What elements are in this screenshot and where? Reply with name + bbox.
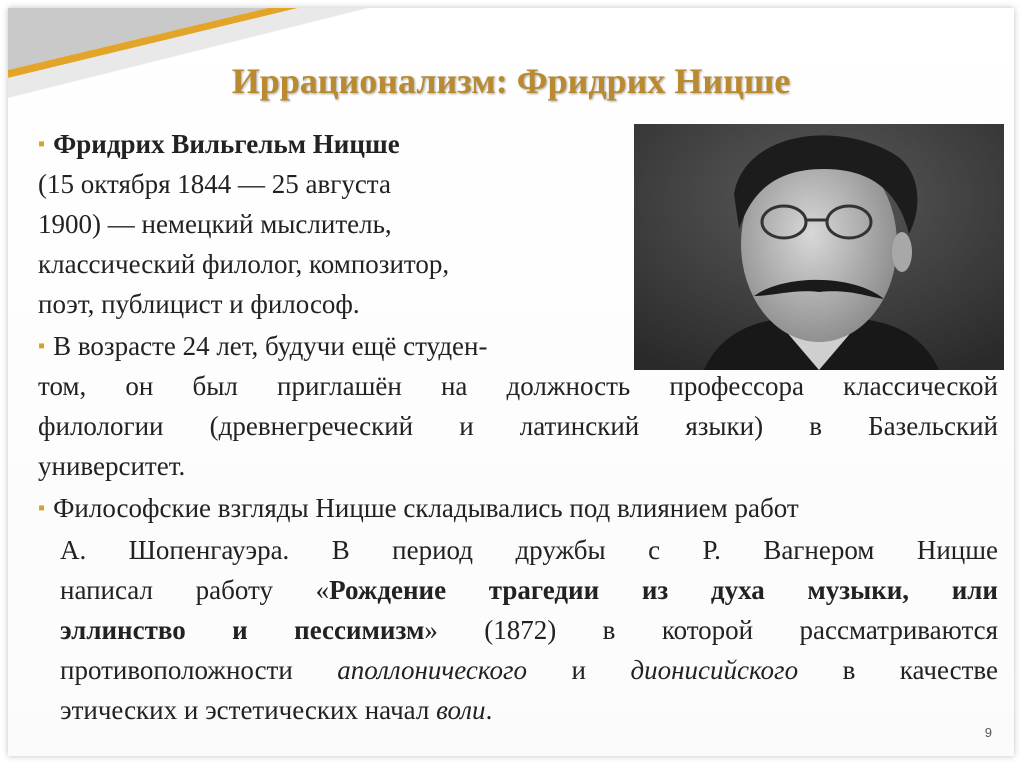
term-dionysian: дионисийского (630, 655, 799, 685)
text-fragment: и (527, 655, 631, 685)
bullet-2-line-1 (38, 326, 487, 369)
person-name: Фридрих Вильгельм Ницше (53, 129, 400, 159)
term-apollonian: аполлонического (337, 655, 528, 685)
text-fragment: » (1872) в которой рассматриваются (424, 615, 998, 645)
bullet-1-line-2: (15 октября 1844 — 25 августа (38, 169, 391, 199)
bullet-3-line-1 (38, 488, 799, 531)
bullet-3-line-6 (60, 690, 998, 730)
bullet-2-paragraph (38, 366, 998, 486)
bullet-1-line-4: классический филолог, композитор, (38, 249, 450, 279)
text-fragment: . (485, 695, 493, 725)
bullet-1-line-5: поэт, публицист и философ. (38, 289, 360, 319)
bullet-3-line-3 (60, 570, 998, 610)
bullet-2-line-4: университет. (38, 451, 186, 481)
bullet-1-line-1 (38, 124, 400, 167)
bullet-marker: ▪ (38, 133, 46, 155)
text-fragment: в качестве (798, 655, 999, 685)
page-number: 9 (984, 725, 992, 740)
book-title-part-1: Рождение трагедии из духа музыки, или (329, 575, 998, 605)
bullet-3-line-4 (60, 610, 998, 650)
portrait-image (634, 124, 1004, 370)
text-fragment: написал работу « (60, 575, 330, 605)
bullet-2-text: В возрасте 24 лет, будучи ещё студен- (53, 331, 488, 361)
bullet-3-line-2: А. Шопенгауэра. В период дружбы с Р. Вагнером Ницше (60, 535, 998, 565)
bullet-2-line-3: филологии (древнегреческий и латинский языки) в Базельский (38, 411, 998, 441)
bullet-3-text: Философские взгляды Ницше складывались под влиянием работ (53, 493, 799, 523)
bullet-3-line-5 (60, 650, 998, 690)
bullet-marker: ▪ (38, 497, 46, 519)
slide-title: Иррационализм: Фридрих Ницше (231, 61, 791, 101)
bullet-1-line-3: 1900) — немецкий мыслитель, (38, 209, 392, 239)
bullet-marker: ▪ (38, 335, 46, 357)
portrait-photo (634, 124, 1004, 370)
book-title-part-2: эллинство и пессимизм (60, 615, 425, 645)
bullet-2-line-2: том, он был приглашён на должность профессора классической (38, 371, 998, 401)
bullet-3-paragraph (60, 530, 998, 730)
slide-frame (8, 8, 1014, 756)
term-will: воли (436, 695, 486, 725)
text-fragment: противоположности (60, 655, 338, 685)
text-fragment: этических и эстетических начал (60, 695, 437, 725)
